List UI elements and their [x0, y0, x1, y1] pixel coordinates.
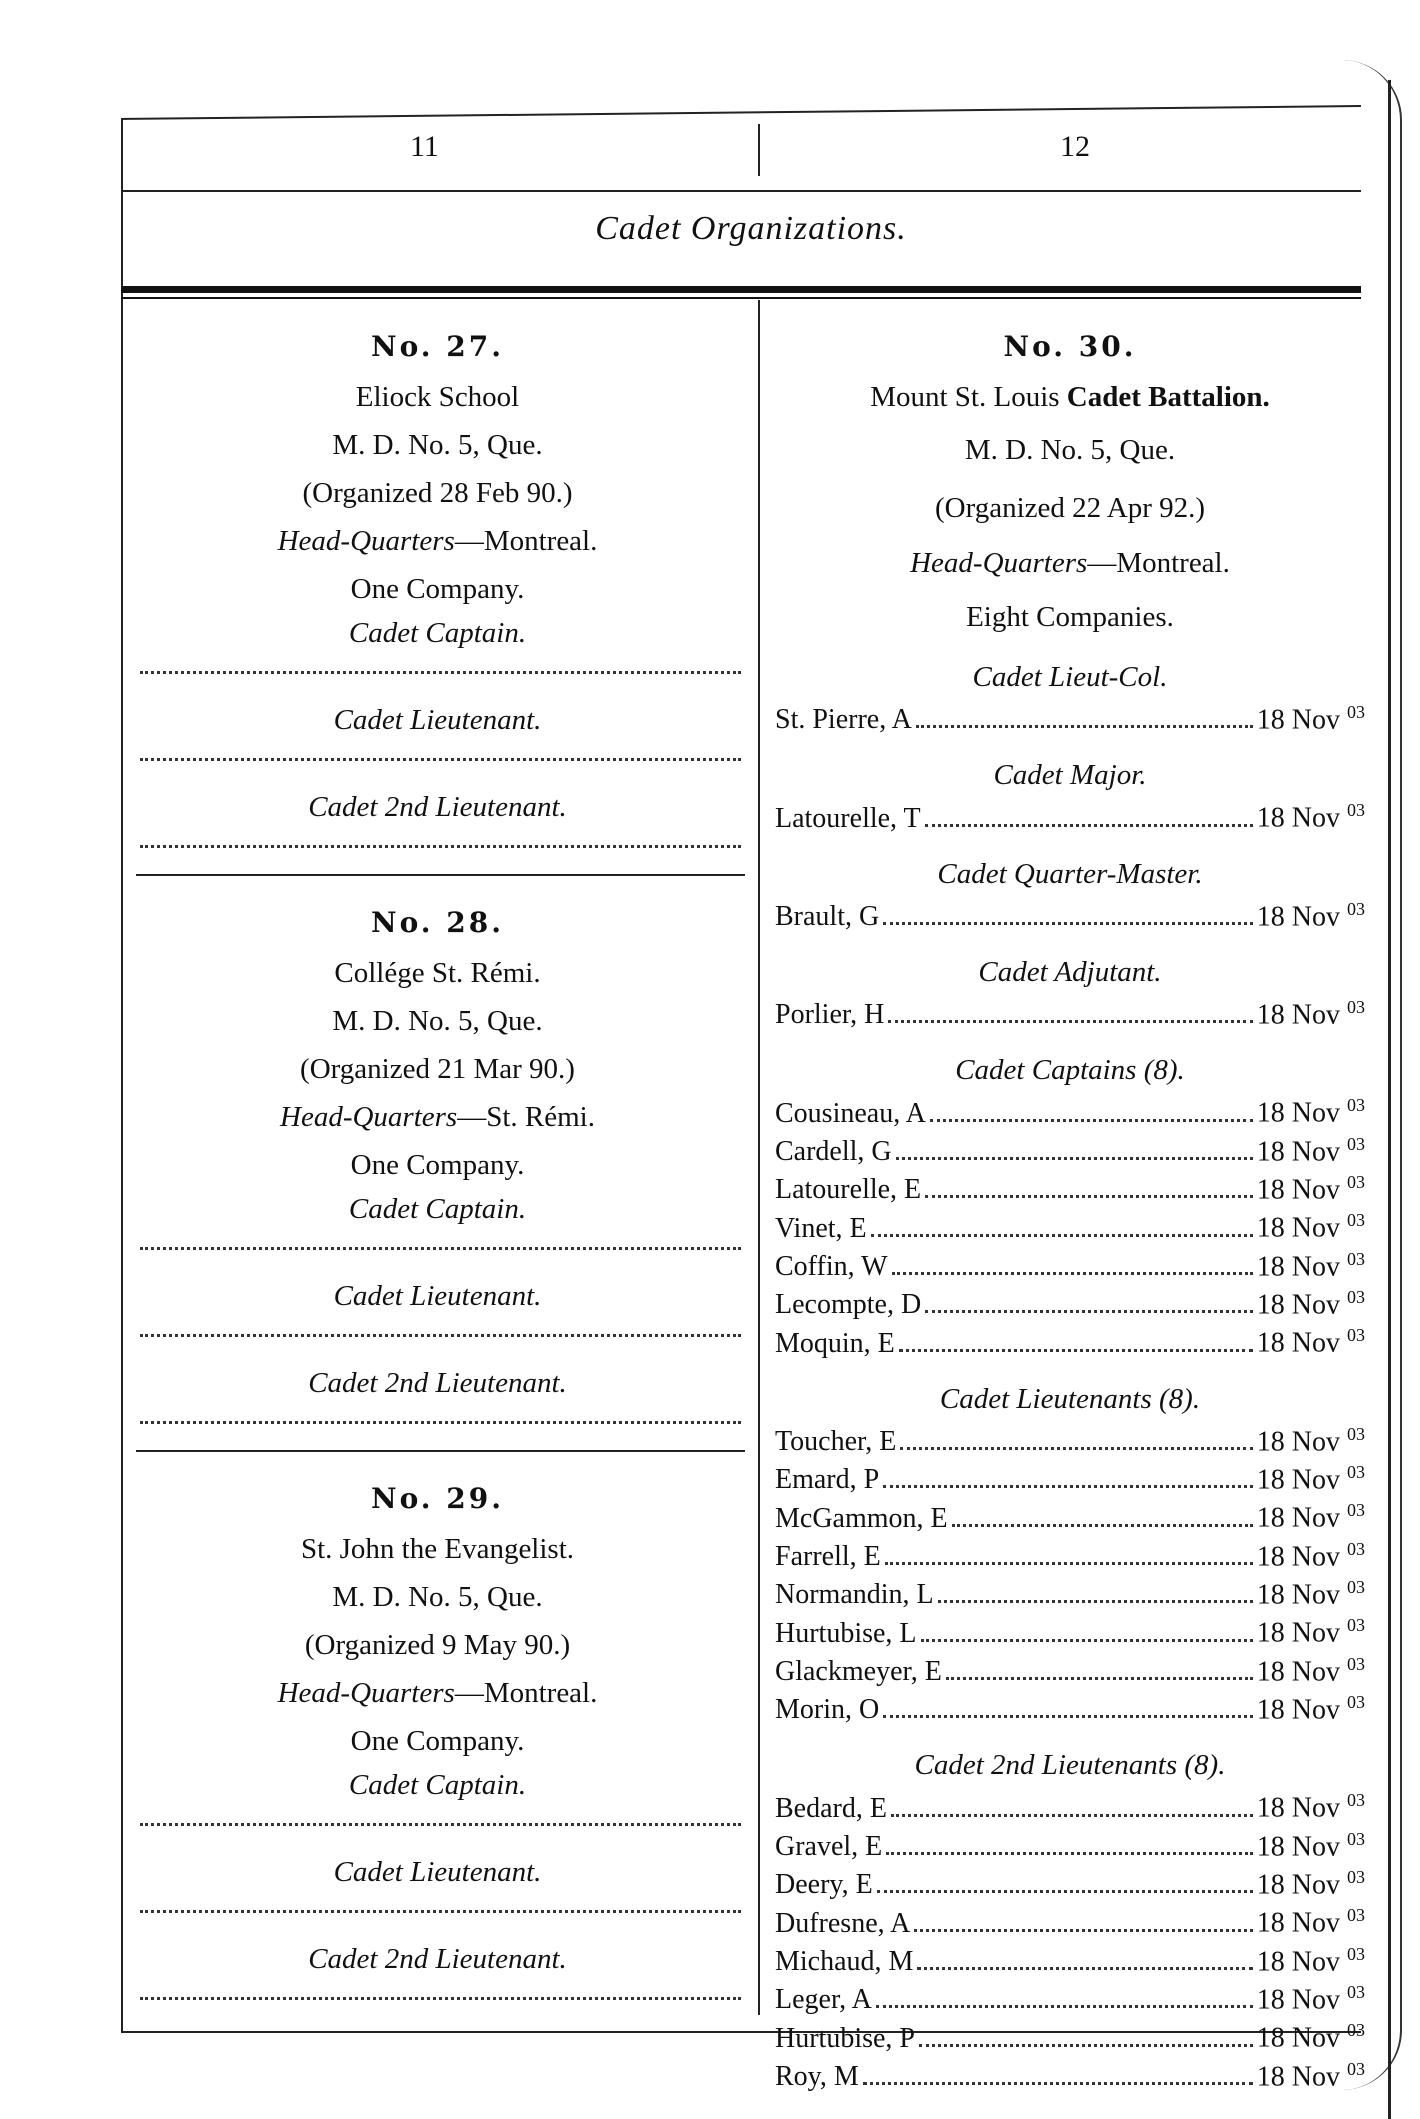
commission-date [1257, 894, 1365, 932]
commission-date [1257, 1862, 1365, 1900]
officer-entry [775, 1282, 1365, 1320]
org-headquarters [130, 1669, 745, 1717]
commission-date [1257, 2054, 1365, 2092]
commission-date [1257, 1495, 1365, 1533]
commission-day-month: 18 Nov [1256, 1174, 1340, 1206]
officer-entry [775, 1824, 1365, 1862]
section-separator [136, 1450, 745, 1452]
rank-heading: Cadet Lieut-Col. [972, 661, 1168, 693]
rank-heading: Cadet Lieutenant. [333, 1280, 542, 1312]
officer-name: Moquin, E [775, 1327, 895, 1359]
commission-day-month: 18 Nov [1256, 1135, 1340, 1167]
commission-year: 03 [1347, 1095, 1365, 1116]
rank-heading: Cadet Lieutenant. [333, 1856, 542, 1888]
org-number: No. 28. [371, 906, 504, 939]
org-name: Eliock School [355, 381, 520, 413]
officer-entry [775, 1862, 1365, 1900]
officer-name: Hurtubise, L [775, 1617, 917, 1649]
dot-leader [938, 1599, 1253, 1603]
commission-date [1257, 1167, 1365, 1205]
officer-name: Morin, O [775, 1694, 880, 1726]
commission-day-month: 18 Nov [1256, 1212, 1340, 1244]
title-thin-rule [121, 297, 1361, 299]
blank-entry-line [140, 1324, 741, 1337]
commission-day-month: 18 Nov [1256, 2022, 1340, 2054]
officer-group [775, 657, 1365, 735]
org-organized: (Organized 28 Feb 90.) [302, 477, 573, 509]
officer-name: Lecompte, D [775, 1289, 922, 1321]
commission-year: 03 [1347, 1866, 1365, 1887]
officer-name: Leger, A [775, 1984, 872, 2016]
commission-year: 03 [1347, 1981, 1365, 2002]
officer-name: Gravel, E [775, 1830, 883, 1862]
frame-top-rule [121, 105, 1361, 120]
officer-name: Glackmeyer, E [775, 1655, 942, 1687]
officer-group [775, 1745, 1365, 2092]
commission-date [1257, 1785, 1365, 1823]
hq-place: —St. Rémi. [457, 1101, 595, 1133]
organization-27 [130, 330, 745, 848]
dot-leader [883, 921, 1253, 925]
blank-entry-line [140, 1411, 741, 1424]
organization-28 [130, 906, 745, 1424]
frame-left-rule [121, 118, 123, 2033]
commission-date [1257, 1900, 1365, 1938]
commission-year: 03 [1347, 1325, 1365, 1346]
officer-entry [775, 1610, 1365, 1648]
commission-date [1257, 1419, 1365, 1457]
section-separator [136, 874, 745, 876]
right-column [775, 330, 1365, 2112]
blank-entry-line [140, 1237, 741, 1250]
officer-entry [775, 1244, 1365, 1282]
commission-date [1257, 1320, 1365, 1358]
officer-entry [775, 697, 1365, 735]
commission-day-month: 18 Nov [1256, 1327, 1340, 1359]
commission-year: 03 [1347, 1133, 1365, 1154]
org-name: Collége St. Rémi. [334, 957, 541, 989]
officer-entry [775, 2015, 1365, 2053]
commission-date [1257, 2015, 1365, 2053]
dot-leader [871, 1233, 1253, 1237]
officer-name: Latourelle, E [775, 1174, 922, 1206]
commission-date [1257, 1457, 1365, 1495]
rank-heading: Cadet Lieutenants (8). [939, 1382, 1201, 1415]
commission-year: 03 [1347, 898, 1365, 919]
officer-entry [775, 1977, 1365, 2015]
page-number-left: 11 [410, 130, 439, 163]
commission-year: 03 [1347, 2058, 1365, 2079]
officer-name: Dufresne, A [775, 1907, 911, 1939]
commission-year: 03 [1347, 1943, 1365, 1964]
officer-group [775, 1050, 1365, 1358]
org-headquarters [775, 537, 1365, 589]
org-headquarters [130, 1093, 745, 1141]
officer-groups [775, 657, 1365, 2092]
dot-leader [946, 1676, 1253, 1680]
hq-label: Head-Quarters [277, 525, 455, 557]
commission-date [1257, 1534, 1365, 1572]
org-name-plain: Mount St. Louis [870, 381, 1067, 413]
officer-entry [775, 1090, 1365, 1128]
commission-year: 03 [1347, 1423, 1365, 1444]
hq-place: —Montreal. [454, 1677, 598, 1709]
commission-year: 03 [1347, 996, 1365, 1017]
org-district: M. D. No. 5, Que. [332, 1581, 543, 1613]
org-name: St. John the Evangelist. [300, 1533, 575, 1565]
dot-leader [883, 1484, 1253, 1488]
officer-entry [775, 1205, 1365, 1243]
org-number: No. 29. [371, 1482, 504, 1515]
org-name [775, 373, 1365, 421]
dot-leader [888, 1019, 1252, 1023]
dot-leader [896, 1156, 1253, 1160]
commission-date [1257, 795, 1365, 833]
officer-entry [775, 894, 1365, 932]
org-number: No. 27. [371, 330, 504, 363]
org-headquarters [130, 517, 745, 565]
dot-leader [892, 1271, 1253, 1275]
dot-leader [925, 1194, 1253, 1198]
commission-day-month: 18 Nov [1256, 1579, 1340, 1611]
commission-day-month: 18 Nov [1256, 1250, 1340, 1282]
dot-leader [877, 1889, 1253, 1893]
rank-heading: Cadet 2nd Lieutenant. [308, 1943, 567, 1975]
dot-leader [863, 2081, 1253, 2085]
commission-year: 03 [1347, 1538, 1365, 1559]
hq-label: Head-Quarters [277, 1677, 455, 1709]
commission-year: 03 [1347, 1210, 1365, 1231]
rank-heading: Cadet Lieutenant. [333, 704, 542, 736]
dot-leader [883, 1714, 1253, 1718]
officer-entry [775, 795, 1365, 833]
org-organized: (Organized 21 Mar 90.) [300, 1053, 575, 1085]
rank-heading: Cadet Major. [993, 759, 1147, 792]
title-thick-rule [121, 286, 1361, 293]
commission-date [1257, 1824, 1365, 1862]
rank-heading: Cadet 2nd Lieutenant. [308, 1367, 567, 1399]
commission-day-month: 18 Nov [1256, 1830, 1340, 1862]
commission-year: 03 [1347, 702, 1365, 722]
officer-entry [775, 1495, 1365, 1533]
commission-day-month: 18 Nov [1256, 1502, 1340, 1534]
commission-day-month: 18 Nov [1256, 1464, 1340, 1496]
hq-label: Head-Quarters [910, 547, 1088, 579]
commission-date [1257, 1977, 1365, 2015]
commission-date [1257, 1282, 1365, 1320]
officer-name: Michaud, M [775, 1945, 914, 1977]
rank-heading: Cadet Captain. [348, 1769, 527, 1801]
officer-entry [775, 2054, 1365, 2092]
officer-name: Latourelle, T [775, 802, 921, 834]
officer-name: St. Pierre, A [775, 704, 912, 736]
org-number: No. 30. [1003, 330, 1137, 363]
commission-day-month: 18 Nov [1256, 1540, 1340, 1572]
org-companies: One Company. [350, 1725, 525, 1757]
commission-day-month: 18 Nov [1256, 1655, 1340, 1687]
commission-day-month: 18 Nov [1256, 704, 1340, 736]
officer-entry [775, 1534, 1365, 1572]
officer-entry [775, 1457, 1365, 1495]
column-divider [758, 300, 760, 2015]
commission-date [1257, 1939, 1365, 1977]
commission-day-month: 18 Nov [1256, 1869, 1340, 1901]
commission-day-month: 18 Nov [1256, 900, 1340, 932]
commission-day-month: 18 Nov [1256, 1792, 1340, 1824]
rank-heading: Cadet Adjutant. [978, 955, 1162, 988]
officer-entry [775, 1785, 1365, 1823]
running-head-title: Cadet Organizations. [595, 210, 907, 247]
org-organized: (Organized 22 Apr 92.) [934, 492, 1206, 524]
dot-leader [891, 1813, 1253, 1817]
officer-name: Emard, P [775, 1464, 880, 1496]
left-column [130, 330, 745, 2026]
commission-day-month: 18 Nov [1256, 802, 1340, 834]
officer-entry [775, 1939, 1365, 1977]
dot-leader [885, 1561, 1253, 1565]
commission-date [1257, 1205, 1365, 1243]
dot-leader [900, 1446, 1252, 1450]
officer-entry [775, 1687, 1365, 1725]
commission-day-month: 18 Nov [1256, 1425, 1340, 1457]
page-number-right: 12 [1060, 130, 1090, 163]
officer-name: Farrell, E [775, 1540, 881, 1572]
rank-heading: Cadet 2nd Lieutenants (8). [914, 1749, 1226, 1782]
org-district: M. D. No. 5, Que. [332, 1005, 543, 1037]
dot-leader [952, 1523, 1253, 1527]
officer-entry [775, 1649, 1365, 1687]
officer-group [775, 952, 1365, 1030]
binding-edge [1388, 80, 1391, 2119]
officer-entry [775, 1320, 1365, 1358]
dot-leader [925, 823, 1253, 827]
commission-date [1257, 1244, 1365, 1282]
commission-year: 03 [1347, 1905, 1365, 1926]
dot-leader [921, 1638, 1253, 1642]
commission-year: 03 [1347, 1500, 1365, 1521]
officer-name: Toucher, E [775, 1425, 897, 1457]
officer-name: Bedard, E [775, 1792, 887, 1824]
commission-date [1257, 1610, 1365, 1648]
officer-name: Normandin, L [775, 1579, 934, 1611]
officer-name: Coffin, W [775, 1250, 888, 1282]
blank-entry-line [140, 1987, 741, 2000]
officer-entry [775, 1129, 1365, 1167]
commission-year: 03 [1347, 1286, 1365, 1307]
blank-entry-line [140, 1813, 741, 1826]
organization-29 [130, 1482, 745, 2000]
commission-year: 03 [1347, 1171, 1365, 1192]
dot-leader [914, 1928, 1252, 1932]
org-companies: Eight Companies. [966, 601, 1174, 633]
officer-name: Roy, M [775, 2060, 859, 2092]
commission-date [1257, 1687, 1365, 1725]
blank-entry-line [140, 661, 741, 674]
commission-day-month: 18 Nov [1256, 1097, 1340, 1129]
commission-day-month: 18 Nov [1256, 1694, 1340, 1726]
officer-name: Cousineau, A [775, 1097, 926, 1129]
org-companies: One Company. [350, 573, 525, 605]
header-rule [121, 190, 1361, 192]
org-organized: (Organized 9 May 90.) [304, 1629, 571, 1661]
commission-year: 03 [1347, 1576, 1365, 1597]
org-district: M. D. No. 5, Que. [332, 429, 543, 461]
commission-date [1257, 1129, 1365, 1167]
org-companies: One Company. [350, 1149, 525, 1181]
blank-entry-line [140, 1900, 741, 1913]
dot-leader [899, 1348, 1253, 1352]
commission-day-month: 18 Nov [1256, 2060, 1340, 2092]
dot-leader [930, 1118, 1253, 1122]
officer-group [775, 755, 1365, 833]
officer-entry [775, 992, 1365, 1030]
dot-leader [925, 1309, 1253, 1313]
officer-entry [775, 1572, 1365, 1610]
hq-label: Head-Quarters [280, 1101, 458, 1133]
rank-heading: Cadet Captain. [348, 617, 527, 649]
officer-name: Porlier, H [775, 999, 885, 1031]
commission-date [1257, 1649, 1365, 1687]
dot-leader [917, 1966, 1252, 1970]
commission-year: 03 [1347, 1691, 1365, 1712]
officer-entry [775, 1900, 1365, 1938]
commission-day-month: 18 Nov [1256, 1945, 1340, 1977]
rank-heading: Cadet Captains (8). [955, 1054, 1185, 1087]
commission-date [1257, 992, 1365, 1030]
commission-day-month: 18 Nov [1256, 1617, 1340, 1649]
commission-year: 03 [1347, 2020, 1365, 2041]
officer-name: Brault, G [775, 900, 880, 932]
officer-group [775, 1379, 1365, 1726]
officer-name: Cardell, G [775, 1135, 892, 1167]
commission-year: 03 [1347, 800, 1365, 821]
dot-leader [919, 2043, 1253, 2047]
rank-heading: Cadet 2nd Lieutenant. [308, 791, 567, 823]
org-name-bold: Cadet Battalion. [1066, 381, 1270, 413]
commission-year: 03 [1347, 1248, 1365, 1269]
commission-day-month: 18 Nov [1256, 1289, 1340, 1321]
dot-leader [876, 2004, 1253, 2008]
hq-place: —Montreal. [1087, 547, 1230, 579]
commission-date [1257, 697, 1365, 735]
commission-day-month: 18 Nov [1256, 1984, 1340, 2016]
blank-entry-line [140, 835, 741, 848]
org-district: M. D. No. 5, Que. [964, 434, 1176, 466]
commission-year: 03 [1347, 1615, 1365, 1636]
commission-year: 03 [1347, 1653, 1365, 1674]
officer-entry [775, 1419, 1365, 1457]
blank-entry-line [140, 748, 741, 761]
officer-entry [775, 1167, 1365, 1205]
commission-year: 03 [1347, 1790, 1365, 1811]
officer-name: McGammon, E [775, 1502, 948, 1534]
rank-heading: Cadet Quarter-Master. [937, 857, 1203, 890]
commission-day-month: 18 Nov [1256, 1907, 1340, 1939]
commission-date [1257, 1090, 1365, 1128]
commission-day-month: 18 Nov [1256, 999, 1340, 1031]
officer-name: Deery, E [775, 1869, 873, 1901]
officer-group [775, 854, 1365, 932]
rank-heading: Cadet Captain. [348, 1193, 527, 1225]
officer-name: Vinet, E [775, 1212, 867, 1244]
officer-name: Hurtubise, P [775, 2022, 915, 2054]
dot-leader [886, 1851, 1252, 1855]
commission-year: 03 [1347, 1828, 1365, 1849]
commission-year: 03 [1347, 1461, 1365, 1482]
page-number-divider [758, 124, 760, 176]
commission-date [1257, 1572, 1365, 1610]
dot-leader [916, 724, 1253, 728]
hq-place: —Montreal. [454, 525, 598, 557]
